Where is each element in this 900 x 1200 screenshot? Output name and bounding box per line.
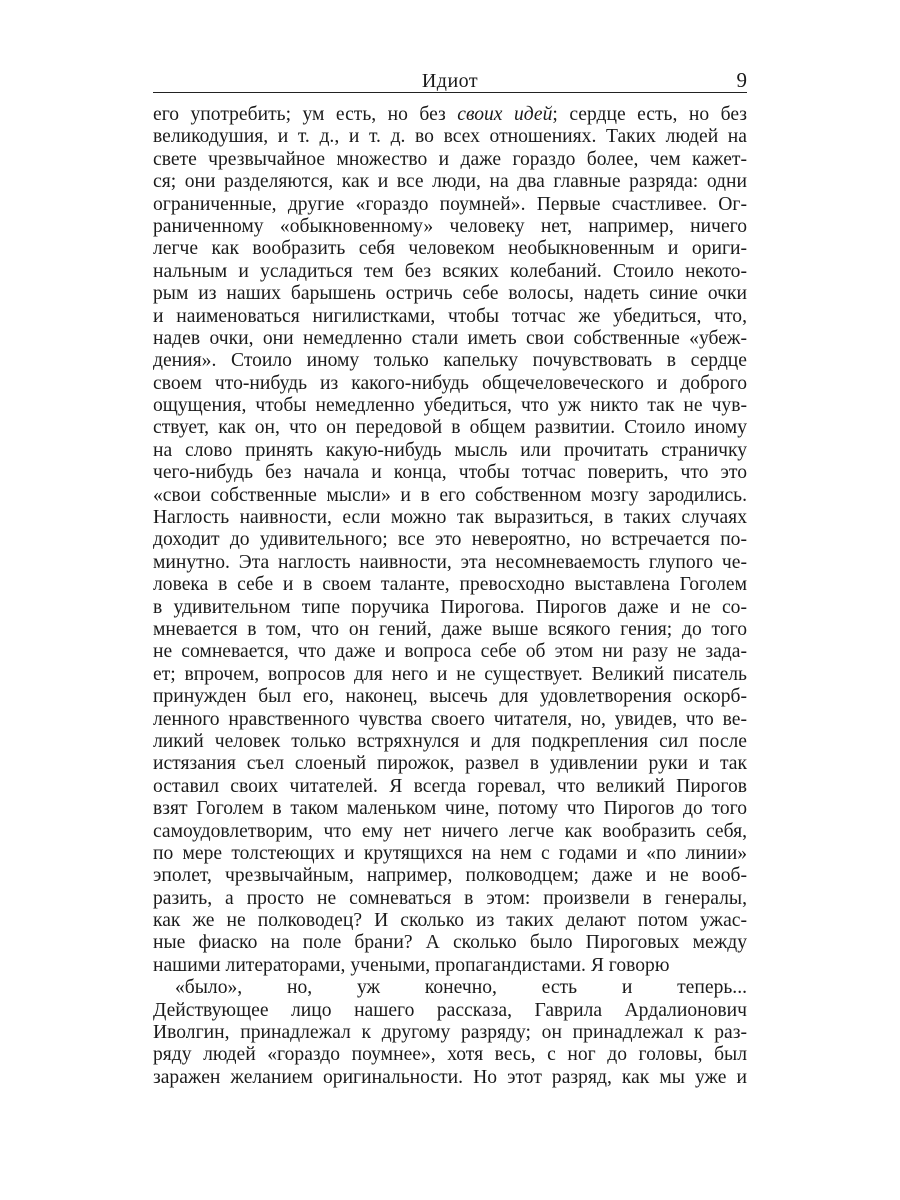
text-line: ленного нравственного чувства своего читателя, но, увидев, что ве- (153, 708, 747, 730)
text-line: легче как вообразить себя человеком необыкновенным и ориги- (153, 238, 747, 260)
text-line: разить, а просто не сомневаться в этом: произвели в генералы, (153, 887, 747, 909)
text-run: ; сердце есть, но без (552, 104, 747, 125)
running-title: Идиот (421, 70, 479, 92)
text-line (153, 104, 747, 126)
text-line: ряду людей «гораздо поумнее», хотя весь, с ног до головы, был (153, 1044, 747, 1066)
paragraph-start-line: «было», но, уж конечно, есть и теперь... (175, 977, 747, 999)
text-line: ограниченные, другие «гораздо поумней». Первые счастливее. Ог- (153, 193, 747, 215)
text-line: раниченному «обыкновенному» человеку нет, например, ничего (153, 215, 747, 237)
text-line: как же не полководец? И сколько из таких делают потом ужас- (153, 910, 747, 932)
text-line: своем что-нибудь из какого-нибудь общечеловеческого и доброго (153, 372, 747, 394)
text-line: минутно. Эта наглость наивности, эта несомневаемость глупого че- (153, 551, 747, 573)
text-line: и наименоваться нигилистками, чтобы тотчас же убедиться, что, (153, 305, 747, 327)
text-line: ловека в себе и в своем таланте, превосходно выставлена Гоголем (153, 574, 747, 596)
text-line: заражен желанием оригинальности. Но этот разряд, как мы уже и (153, 1066, 747, 1088)
text-line: Действующее лицо нашего рассказа, Гаврила Ардалионович (153, 999, 747, 1021)
running-header (153, 68, 747, 93)
text-line: ликий человек только встряхнулся и для подкрепления сил после (153, 730, 747, 752)
text-line: рым из наших барышень остричь себе волосы, надеть синие очки (153, 283, 747, 305)
text-line: свете чрезвычайное множество и даже гораздо более, чем кажет- (153, 148, 747, 170)
text-line: доходит до удивительного; все это невероятно, но встречается по- (153, 529, 747, 551)
text-line: на слово принять какую-нибудь мысль или прочитать страничку (153, 439, 747, 461)
text-line: истязания съел слоеный пирожок, развел в удивлении руки и так (153, 753, 747, 775)
text-line: дения». Стоило иному только капельку почувствовать в сердце (153, 350, 747, 372)
text-line: ощущения, чтобы немедленно убедиться, что уж никто так не чув- (153, 395, 747, 417)
text-line: чего-нибудь без начала и конца, чтобы тотчас поверить, что это (153, 462, 747, 484)
text-line: в удивительном типе поручика Пирогова. Пирогов даже и не со- (153, 596, 747, 618)
text-run: его употребить; ум есть, но без (153, 104, 458, 125)
text-line: Наглость наивности, если можно так выразиться, в таких случаях (153, 507, 747, 529)
text-line: не сомневается, что даже и вопроса себе об этом ни разу не зада- (153, 641, 747, 663)
text-line: Иволгин, принадлежал к другому разряду; он принадлежал к раз- (153, 1022, 747, 1044)
text-line: эполет, чрезвычайным, например, полководцем; даже и не вооб- (153, 865, 747, 887)
text-line: надев очки, они немедленно стали иметь свои собственные «убеж- (153, 327, 747, 349)
text-line: ет; впрочем, вопросов для него и не существует. Великий писатель (153, 663, 747, 685)
page-number: 9 (736, 68, 747, 92)
text-line: «свои собственные мысли» и в его собственном мозгу зародились. (153, 484, 747, 506)
text-line: принужден был его, наконец, высечь для удовлетворения оскорб- (153, 686, 747, 708)
text-line: самоудовлетворим, что ему нет ничего легче как вообразить себя, (153, 820, 747, 842)
text-line: по мере толстеющих и крутящихся на нем с годами и «по линии» (153, 842, 747, 864)
paragraph-end-line: нашими литераторами, учеными, пропагандистами. Я говорю (153, 954, 670, 976)
text-line: нальным и усладиться тем без всяких колебаний. Стоило некото- (153, 260, 747, 282)
body-text (153, 104, 747, 1089)
text-line: великодушия, и т. д., и т. д. во всех отношениях. Таких людей на (153, 126, 747, 148)
text-line: ся; они разделяются, как и все люди, на два главные разряда: одни (153, 171, 747, 193)
emphasis-text: своих идей (457, 104, 553, 125)
text-line: оставил своих читателей. Я всегда горевал, что великий Пирогов (153, 775, 747, 797)
text-line: мневается в том, что он гений, даже выше всякого гения; до того (153, 618, 747, 640)
text-line: ствует, как он, что он передовой в общем развитии. Стоило иному (153, 417, 747, 439)
text-line: ные фиаско на поле брани? А сколько было Пироговых между (153, 932, 747, 954)
text-line: взят Гоголем в таком маленьком чине, потому что Пирогов до того (153, 798, 747, 820)
